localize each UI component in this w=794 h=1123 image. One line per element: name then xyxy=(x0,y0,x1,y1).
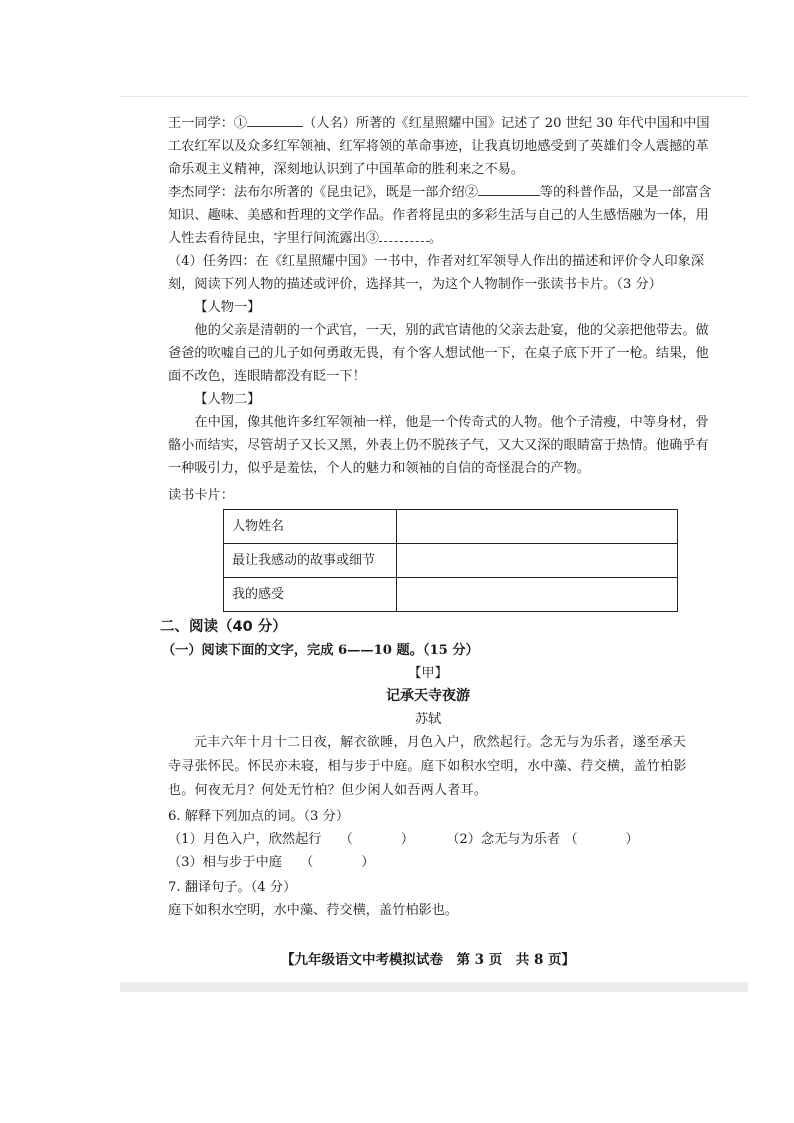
person2-line-2: 骼小而结实，尽管胡子又长又黑，外表上仍不脱孩子气，又大又深的眼睛富于热情。他确乎有 xyxy=(168,438,709,453)
person1-line-3: 面不改色，连眼睛都没有眨一下！ xyxy=(168,369,366,384)
passage-line-2: 寺寻张怀民。怀民亦未寝，相与步于中庭。庭下如积水空明，水中藻、荇交横，盖竹柏影 xyxy=(168,759,687,774)
card-row xyxy=(224,544,678,578)
passage-author: 苏轼 xyxy=(414,712,442,727)
top-rule xyxy=(120,96,748,97)
person1-line-2: 爸爸的吹嘘自己的儿子如何勇敢无畏，有个客人想试他一下，在桌子底下开了一枪。结果，他 xyxy=(168,346,709,361)
reading-card-table xyxy=(223,509,678,612)
answer-blank-3[interactable] xyxy=(379,229,429,242)
intro-line-5: 知识、趣味、美感和哲理的文学作品。作者将昆虫的多彩生活与自己的人生感悟融为一体，用 xyxy=(168,208,709,223)
card-caption: 读书卡片： xyxy=(168,488,234,503)
person2-line-3: 一种吸引力，似乎是羞怯，个人的魅力和领袖的自信的奇怪混合的产物。 xyxy=(168,461,590,476)
task4-line-1: （4）任务四：在《红星照耀中国》一书中，作者对红军领导人作出的描述和评价令人印象深 xyxy=(168,254,704,269)
task4-line-2: 刻，阅读下列人物的描述或评价，选择其一，为这个人物制作一张读书卡片。（3 分） xyxy=(168,277,662,292)
passage-line-3: 也。何夜无月？何处无竹柏？但少闲人如吾两人者耳。 xyxy=(168,783,488,798)
card-label-story: 最让我感动的故事或细节 xyxy=(224,544,397,578)
person1-heading: 【人物一】 xyxy=(194,300,261,315)
intro-line-1: 王一同学：① （人名）所著的《红星照耀中国》记述了 20 世纪 30 年代中国和中国 xyxy=(168,116,710,131)
section-title: 二、阅读（40 分） xyxy=(160,619,287,635)
passage-line-1: 元丰六年十月十二日夜，解衣欲睡，月色入户，欣然起行。念无与为乐者，遂至承天 xyxy=(194,735,687,750)
answer-blank-1[interactable] xyxy=(247,114,303,127)
card-row xyxy=(224,510,678,544)
card-row xyxy=(224,578,678,612)
passage-label: 【甲】 xyxy=(408,666,448,681)
person2-heading: 【人物二】 xyxy=(194,392,261,407)
person1-line-1: 他的父亲是清朝的一个武官，一天，别的武官请他的父亲去赴宴，他的父亲把他带去。做 xyxy=(194,323,709,338)
q6-row-2: （3）相与步于中庭 （ ） xyxy=(168,855,375,870)
intro-line-6: 人性去看待昆虫，字里行间流露出③ 。 xyxy=(168,231,443,246)
intro-line-4: 李杰同学：法布尔所著的《昆虫记》，既是一部介绍② 等的科普作品，又是一部富含 xyxy=(168,185,712,200)
intro-line-3: 命乐观主义精神，深刻地认识到了中国革命的胜利来之不易。 xyxy=(168,162,525,177)
part-instruction: （一）阅读下面的文字，完成 6——10 题。（15 分） xyxy=(162,643,479,658)
card-answer-story[interactable] xyxy=(397,544,678,578)
page-footer: 【九年级语文中考模拟试卷 第 3 页 共 8 页】 xyxy=(280,952,576,968)
q7-title: 7. 翻译句子。（4 分） xyxy=(168,880,297,895)
passage-text xyxy=(168,731,688,803)
person2-line-1: 在中国，像其他许多红军领袖一样，他是一个传奇式的人物。他个子清瘦，中等身材，骨 xyxy=(194,415,709,430)
bottom-shadow-bar xyxy=(120,982,748,992)
q7-sentence: 庭下如积水空明，水中藻、荇交横，盖竹柏影也。 xyxy=(168,903,459,918)
card-answer-name[interactable] xyxy=(397,510,678,544)
answer-blank-2[interactable] xyxy=(478,183,540,196)
q6-row-1: （1）月色入户，欣然起行 （ ） （2）念无与为乐者 （ ） xyxy=(168,832,639,847)
q6-title: 6. 解释下列加点的词。（3 分） xyxy=(168,809,350,824)
intro-line-2: 工农红军以及众多红军领袖、红军将领的革命事迹，让我真切地感受到了英雄们令人震撼的革 xyxy=(168,139,709,154)
card-answer-feeling[interactable] xyxy=(397,578,678,612)
passage-title: 记承天寺夜游 xyxy=(386,688,470,704)
card-label-feeling: 我的感受 xyxy=(224,578,397,612)
exam-page xyxy=(160,112,712,922)
card-label-name: 人物姓名 xyxy=(224,510,397,544)
